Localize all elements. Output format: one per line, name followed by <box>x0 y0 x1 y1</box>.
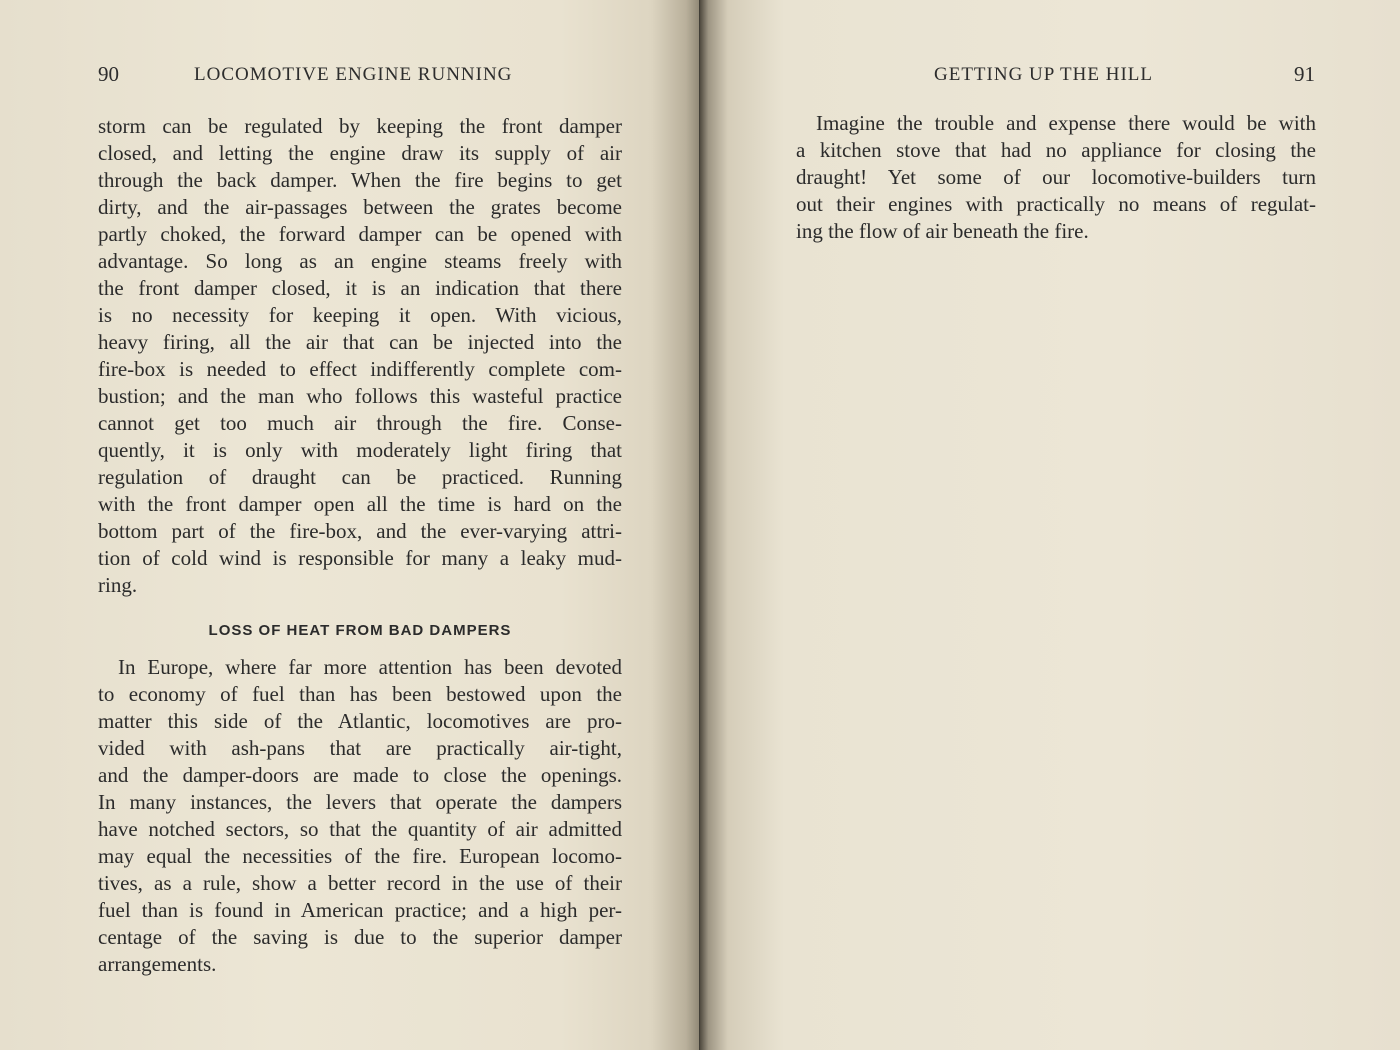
text-line: tion of cold wind is responsible for many a leaky mud- <box>98 546 622 570</box>
right-page-number: 91 <box>1294 62 1315 86</box>
text-line: centage of the saving is due to the superior damper <box>98 925 622 949</box>
text-line: vided with ash-pans that are practically air-tight, <box>98 736 622 760</box>
text-line: ing the flow of air beneath the fire. <box>796 219 1089 243</box>
text-line: fuel than is found in American practice; and a high per- <box>98 898 622 922</box>
text-line: bottom part of the fire-box, and the ever-varying attri- <box>98 519 622 543</box>
text-line: a kitchen stove that had no appliance for closing the <box>796 138 1316 162</box>
text-line: heavy firing, all the air that can be injected into the <box>98 330 622 354</box>
left-paragraph-1 <box>98 113 622 599</box>
right-running-head: GETTING UP THE HILL <box>934 64 1153 85</box>
text-line: quently, it is only with moderately light firing that <box>98 438 622 462</box>
text-line: to economy of fuel than has been bestowed upon the <box>98 682 622 706</box>
text-line: is no necessity for keeping it open. With vicious, <box>98 303 622 327</box>
text-line: dirty, and the air-passages between the grates become <box>98 195 622 219</box>
text-line: In many instances, the levers that operate the dampers <box>98 790 622 814</box>
text-line: matter this side of the Atlantic, locomotives are pro- <box>98 709 622 733</box>
text-line: cannot get too much air through the fire. Conse- <box>98 411 622 435</box>
text-line: with the front damper open all the time is hard on the <box>98 492 622 516</box>
text-line: fire-box is needed to effect indifferently complete com- <box>98 357 622 381</box>
section-heading: LOSS OF HEAT FROM BAD DAMPERS <box>208 622 512 639</box>
text-line: may equal the necessities of the fire. European locomo- <box>98 844 622 868</box>
left-paragraph-2 <box>98 654 622 978</box>
right-page <box>700 0 1400 1050</box>
right-paragraph <box>796 110 1316 245</box>
text-line: In Europe, where far more attention has been devoted <box>118 655 622 679</box>
text-line: and the damper-doors are made to close the openings. <box>98 763 622 787</box>
text-line: storm can be regulated by keeping the front damper <box>98 114 622 138</box>
left-page-number: 90 <box>98 62 119 86</box>
text-line: tives, as a rule, show a better record in the use of their <box>98 871 622 895</box>
text-line: arrangements. <box>98 952 217 976</box>
text-line: draught! Yet some of our locomotive-builders turn <box>796 165 1316 189</box>
text-line: closed, and letting the engine draw its supply of air <box>98 141 622 165</box>
text-line: ring. <box>98 573 138 597</box>
text-line: bustion; and the man who follows this wasteful practice <box>98 384 622 408</box>
text-line: out their engines with practically no means of regulat- <box>796 192 1316 216</box>
text-line: advantage. So long as an engine steams freely with <box>98 249 622 273</box>
left-running-head: LOCOMOTIVE ENGINE RUNNING <box>194 64 513 85</box>
text-line: Imagine the trouble and expense there would be with <box>816 111 1316 135</box>
text-line: the front damper closed, it is an indication that there <box>98 276 622 300</box>
text-line: have notched sectors, so that the quantity of air admitted <box>98 817 622 841</box>
text-line: through the back damper. When the fire begins to get <box>98 168 622 192</box>
text-line: partly choked, the forward damper can be opened with <box>98 222 622 246</box>
text-line: regulation of draught can be practiced. Running <box>98 465 622 489</box>
